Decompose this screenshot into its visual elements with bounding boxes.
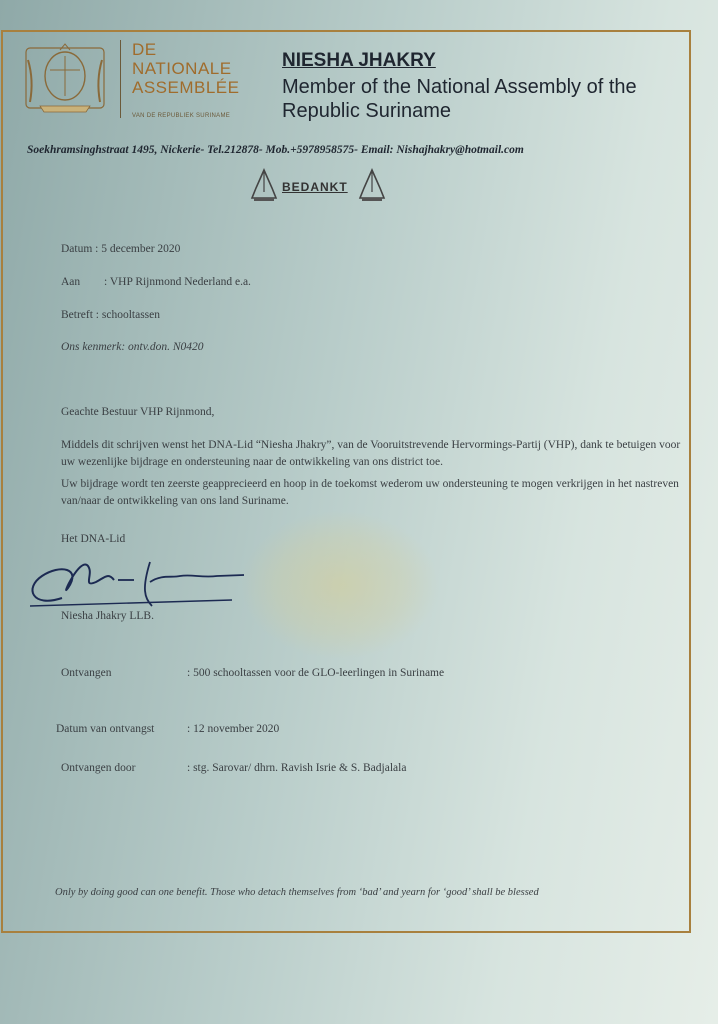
received-by-label: Ontvangen door (61, 762, 136, 774)
logo-line-2: NATIONALE (132, 59, 232, 78)
letterhead-divider (120, 40, 121, 118)
received-label: Ontvangen (61, 667, 112, 679)
handwritten-signature (22, 548, 252, 618)
salutation: Geachte Bestuur VHP Rijnmond, (61, 406, 215, 418)
heading-bedankt: BEDANKT (282, 180, 348, 194)
member-title: Member of the National Assembly of the Republic Suriname (282, 76, 637, 122)
member-name: NIESHA JHAKRY (282, 50, 436, 71)
reference-field: Ons kenmerk: ontv.don. N0420 (61, 341, 204, 353)
body-paragraph-2: Uw bijdrage wordt ten zeerste geapprecieerd en hoop in de toekomst wederom uw ondersteuning te mogen verkrijgen in het nastreven van/naar de ontwikkeling van ons land Suriname. (61, 478, 679, 507)
body-paragraph-1: Middels dit schrijven wenst het DNA-Lid “Niesha Jhakry”, van de Vooruitstrevende Hervormings-Partij (VHP), dank te betuigen voor uw wezenlijke bijdrage en ondersteuning naar de ontwikkeling van ons district toe. (61, 439, 681, 468)
to-label: Aan (61, 276, 81, 288)
contact-line: Soekhramsinghstraat 1495, Nickerie- Tel.212878- Mob.+5978958575- Email: Nishajhakry@hotmail.com (27, 144, 524, 156)
received-value: : 500 schooltassen voor de GLO-leerlingen in Suriname (187, 667, 445, 679)
received-date-label: Datum van ontvangst (56, 723, 155, 735)
signature-role: Het DNA-Lid (61, 533, 126, 545)
to-value: : VHP Rijnmond Nederland e.a. (104, 276, 251, 288)
footer-motto: Only by doing good can one benefit. Those who detach themselves from ‘bad’ and yearn for ‘good’ shall be blessed (55, 887, 539, 898)
watermark-emblem (240, 510, 440, 660)
subject-field: Betreft : schooltassen (61, 309, 161, 321)
received-by-value: : stg. Sarovar/ dhrn. Ravish Isrie & S. Badjalala (187, 762, 407, 774)
logo-line-1: DE (132, 40, 157, 59)
assembly-logo-subtext: VAN DE REPUBLIEK SURINAME (132, 113, 231, 119)
praying-hands-icon (250, 168, 278, 202)
praying-hands-icon (358, 168, 386, 202)
coat-of-arms-icon (20, 40, 110, 115)
assembly-logo-text (132, 40, 272, 97)
logo-line-3: ASSEMBLÉE (132, 78, 240, 97)
received-date-value: : 12 november 2020 (187, 723, 280, 735)
date-field: Datum : 5 december 2020 (61, 243, 181, 255)
signature-name: Niesha Jhakry LLB. (61, 610, 154, 622)
